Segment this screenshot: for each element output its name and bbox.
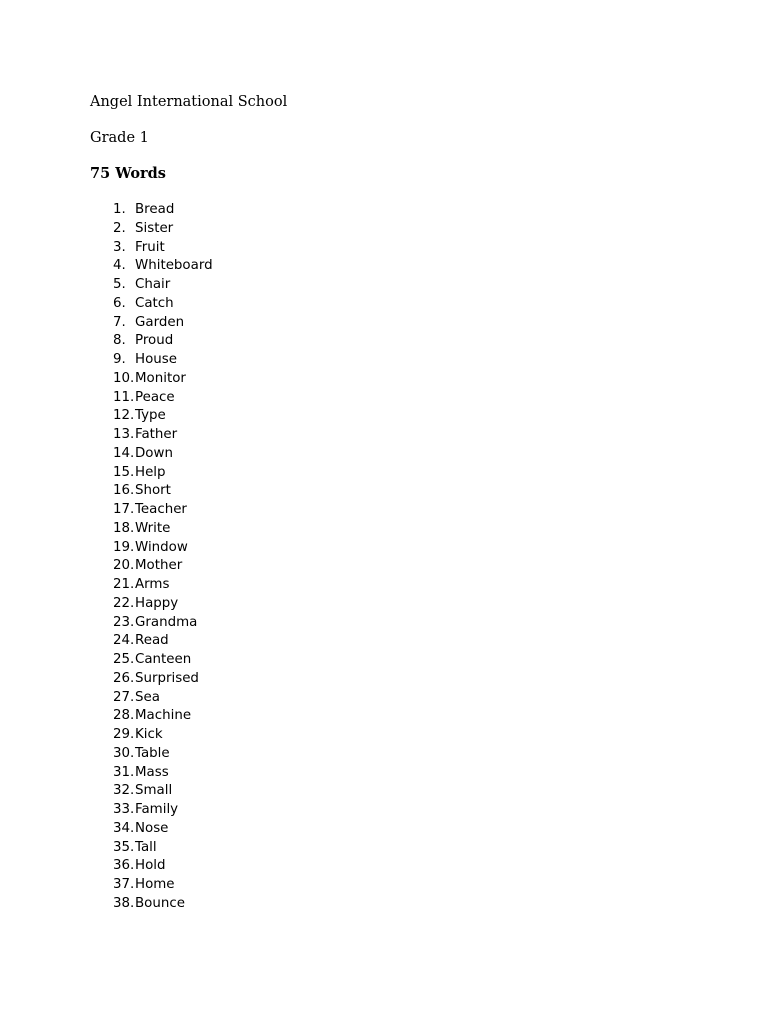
list-item-word: Write <box>135 520 171 536</box>
list-item-number: 1. <box>113 202 126 217</box>
word-list-heading: 75 Words <box>90 165 166 182</box>
list-item-number: 8. <box>113 333 126 349</box>
list-item-number: 36. <box>113 858 135 874</box>
list-item-word: Small <box>135 783 173 799</box>
list-item-word: Tall <box>135 839 157 855</box>
list-item-number: 18. <box>113 520 135 536</box>
list-item-word: Kick <box>135 727 163 742</box>
list-item-number: 38. <box>113 895 135 911</box>
list-item-word: Teacher <box>135 502 187 517</box>
list-item-number: 25. <box>113 652 135 667</box>
list-item-number: 32. <box>113 783 135 799</box>
list-item-number: 7. <box>113 314 126 330</box>
list-item-word: Catch <box>135 295 174 311</box>
list-item-word: Surprised <box>135 670 199 686</box>
list-item-number: 16. <box>113 483 135 499</box>
list-item-word: Bread <box>135 202 175 217</box>
list-item-number: 29. <box>113 727 135 742</box>
list-item-word: House <box>135 352 177 367</box>
list-item-word: Window <box>135 539 188 555</box>
list-item-number: 14. <box>113 445 135 461</box>
list-item-number: 21. <box>113 577 135 592</box>
list-item-word: Canteen <box>135 652 192 667</box>
list-item-number: 30. <box>113 745 135 761</box>
list-item-word: Sea <box>135 689 160 705</box>
grade-label: Grade 1 <box>90 130 149 146</box>
list-item-word: Short <box>135 483 171 499</box>
list-item-number: 5. <box>113 277 126 292</box>
list-item-word: Nose <box>135 820 169 836</box>
list-item-word: Table <box>135 745 170 761</box>
list-item-word: Father <box>135 427 178 442</box>
list-item-word: Mass <box>135 764 169 780</box>
list-item-number: 24. <box>113 633 135 649</box>
list-item-number: 4. <box>113 258 126 274</box>
list-item-number: 12. <box>113 408 135 424</box>
list-item-number: 28. <box>113 708 135 724</box>
list-item-word: Type <box>135 408 166 424</box>
list-item-word: Chair <box>135 277 171 292</box>
list-item-number: 31. <box>113 764 135 780</box>
list-item-word: Happy <box>135 595 179 611</box>
list-item-number: 26. <box>113 670 135 686</box>
list-item-number: 23. <box>113 614 135 630</box>
list-item-word: Grandma <box>135 614 198 630</box>
list-item-number: 34. <box>113 820 135 836</box>
list-item-number: 15. <box>113 464 135 480</box>
list-item-word: Machine <box>135 708 192 724</box>
list-item-word: Home <box>135 877 175 892</box>
list-item-number: 33. <box>113 802 135 817</box>
list-item-number: 11. <box>113 389 135 405</box>
list-item-word: Monitor <box>135 370 186 386</box>
list-item-word: Mother <box>135 558 183 574</box>
list-item-word: Sister <box>135 220 174 236</box>
list-item-word: Garden <box>135 314 185 330</box>
list-item-number: 2. <box>113 220 126 236</box>
list-item-word: Proud <box>135 333 174 349</box>
list-item-word: Whiteboard <box>135 258 213 274</box>
list-item-number: 6. <box>113 295 126 311</box>
list-item-word: Arms <box>135 577 170 592</box>
list-item-number: 35. <box>113 839 135 855</box>
list-item-word: Read <box>135 633 169 649</box>
list-item-number: 3. <box>113 239 126 255</box>
school-name: Angel International School <box>90 94 288 110</box>
list-item-number: 27. <box>113 689 135 705</box>
list-item-number: 13. <box>113 427 135 442</box>
list-item-word: Peace <box>135 389 175 405</box>
list-item-number: 9. <box>113 352 126 367</box>
list-item-word: Help <box>135 464 166 480</box>
list-item-word: Bounce <box>135 895 185 911</box>
list-item-word: Down <box>135 445 173 461</box>
list-item-number: 10. <box>113 370 135 386</box>
list-item-number: 17. <box>113 502 135 517</box>
list-item-word: Family <box>135 802 179 817</box>
list-item-word: Fruit <box>135 239 165 255</box>
list-item-number: 37. <box>113 877 135 892</box>
list-item-number: 19. <box>113 539 135 555</box>
list-item-number: 20. <box>113 558 135 574</box>
list-item-number: 22. <box>113 595 135 611</box>
list-item-word: Hold <box>135 858 166 874</box>
